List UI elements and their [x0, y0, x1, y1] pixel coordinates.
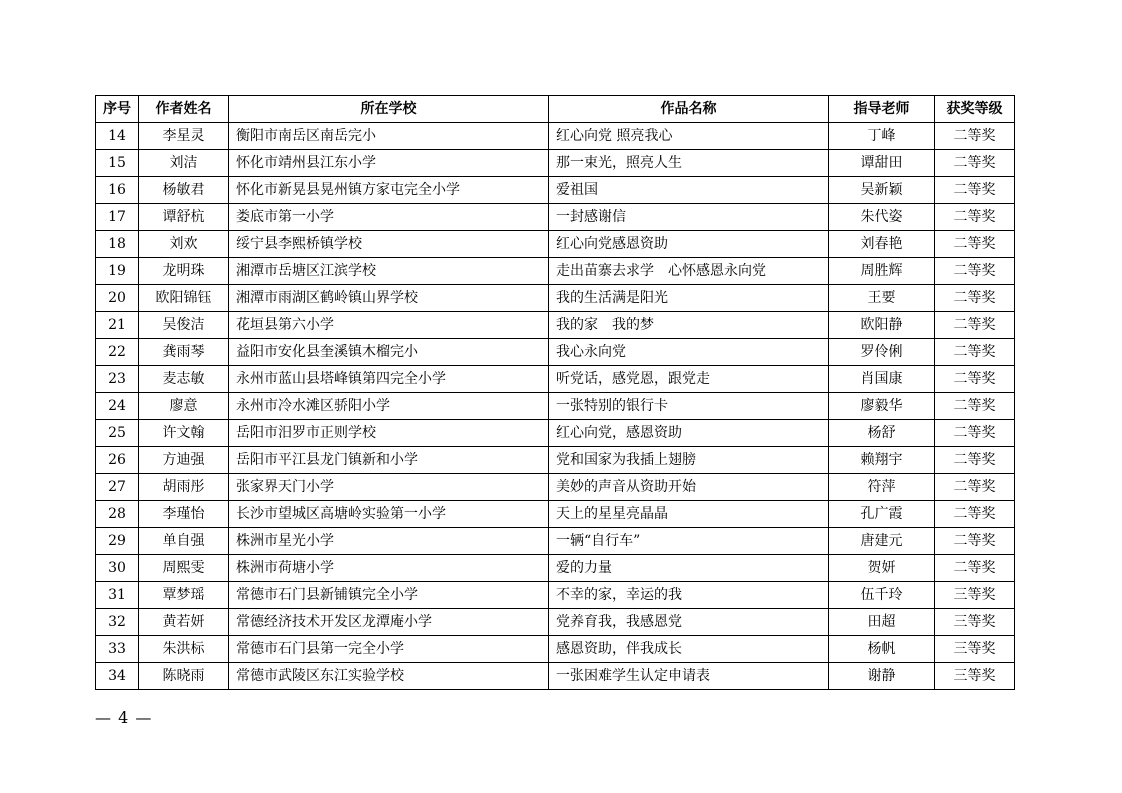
- cell-author: 龚雨琴: [139, 339, 229, 366]
- table-row: [96, 123, 1015, 150]
- cell-school: 株洲市荷塘小学: [229, 555, 549, 582]
- table-row: [96, 582, 1015, 609]
- cell-index: 28: [96, 501, 139, 528]
- table-row: [96, 150, 1015, 177]
- cell-index: 16: [96, 177, 139, 204]
- header-author: 作者姓名: [139, 96, 229, 123]
- cell-award: 二等奖: [935, 123, 1015, 150]
- cell-teacher: 伍千玲: [829, 582, 935, 609]
- cell-teacher: 孔广霞: [829, 501, 935, 528]
- table-row: [96, 231, 1015, 258]
- cell-award: 二等奖: [935, 177, 1015, 204]
- cell-author: 李瑾怡: [139, 501, 229, 528]
- cell-author: 陈晓雨: [139, 663, 229, 690]
- cell-award: 二等奖: [935, 312, 1015, 339]
- cell-author: 刘欢: [139, 231, 229, 258]
- cell-author: 胡雨彤: [139, 474, 229, 501]
- cell-author: 欧阳锦钰: [139, 285, 229, 312]
- cell-work: 那一束光，照亮人生: [549, 150, 829, 177]
- cell-school: 常德市石门县新铺镇完全小学: [229, 582, 549, 609]
- cell-author: 麦志敏: [139, 366, 229, 393]
- table-row: [96, 339, 1015, 366]
- cell-index: 26: [96, 447, 139, 474]
- cell-award: 二等奖: [935, 474, 1015, 501]
- cell-work: 一辆“自行车”: [549, 528, 829, 555]
- table-row: [96, 312, 1015, 339]
- cell-school: 湘潭市岳塘区江滨学校: [229, 258, 549, 285]
- table-row: [96, 204, 1015, 231]
- cell-school: 湘潭市雨湖区鹤岭镇山界学校: [229, 285, 549, 312]
- table-row: [96, 177, 1015, 204]
- cell-teacher: 周胜辉: [829, 258, 935, 285]
- cell-work: 红心向党感恩资助: [549, 231, 829, 258]
- cell-work: 党和国家为我插上翅膀: [549, 447, 829, 474]
- cell-work: 一封感谢信: [549, 204, 829, 231]
- cell-teacher: 王要: [829, 285, 935, 312]
- cell-school: 株洲市星光小学: [229, 528, 549, 555]
- cell-index: 31: [96, 582, 139, 609]
- table-row: [96, 420, 1015, 447]
- cell-school: 怀化市新晃县晃州镇方家屯完全小学: [229, 177, 549, 204]
- cell-author: 周熙雯: [139, 555, 229, 582]
- table-row: [96, 366, 1015, 393]
- cell-index: 19: [96, 258, 139, 285]
- cell-award: 二等奖: [935, 150, 1015, 177]
- cell-index: 14: [96, 123, 139, 150]
- cell-teacher: 刘春艳: [829, 231, 935, 258]
- cell-award: 二等奖: [935, 555, 1015, 582]
- table-row: [96, 501, 1015, 528]
- cell-award: 二等奖: [935, 501, 1015, 528]
- cell-award: 二等奖: [935, 420, 1015, 447]
- cell-award: 二等奖: [935, 231, 1015, 258]
- cell-teacher: 欧阳静: [829, 312, 935, 339]
- cell-author: 李星灵: [139, 123, 229, 150]
- cell-work: 党养育我，我感恩党: [549, 609, 829, 636]
- cell-index: 18: [96, 231, 139, 258]
- cell-teacher: 吴新颖: [829, 177, 935, 204]
- cell-teacher: 田超: [829, 609, 935, 636]
- cell-author: 杨敏君: [139, 177, 229, 204]
- cell-school: 常德市石门县第一完全小学: [229, 636, 549, 663]
- cell-teacher: 贺妍: [829, 555, 935, 582]
- cell-author: 单自强: [139, 528, 229, 555]
- header-school: 所在学校: [229, 96, 549, 123]
- header-row: [96, 96, 1015, 123]
- cell-author: 方迪强: [139, 447, 229, 474]
- cell-work: 红心向党 照亮我心: [549, 123, 829, 150]
- header-award: 获奖等级: [935, 96, 1015, 123]
- cell-award: 二等奖: [935, 258, 1015, 285]
- cell-award: 二等奖: [935, 285, 1015, 312]
- cell-teacher: 肖国康: [829, 366, 935, 393]
- cell-school: 岳阳市汨罗市正则学校: [229, 420, 549, 447]
- cell-author: 朱洪标: [139, 636, 229, 663]
- cell-index: 23: [96, 366, 139, 393]
- cell-school: 张家界天门小学: [229, 474, 549, 501]
- cell-index: 20: [96, 285, 139, 312]
- header-teacher: 指导老师: [829, 96, 935, 123]
- cell-work: 听党话，感党恩，跟党走: [549, 366, 829, 393]
- cell-index: 33: [96, 636, 139, 663]
- table-header: [96, 96, 1015, 123]
- cell-teacher: 杨舒: [829, 420, 935, 447]
- header-work: 作品名称: [549, 96, 829, 123]
- cell-school: 常德经济技术开发区龙潭庵小学: [229, 609, 549, 636]
- cell-index: 34: [96, 663, 139, 690]
- cell-index: 17: [96, 204, 139, 231]
- cell-award: 二等奖: [935, 393, 1015, 420]
- cell-teacher: 丁峰: [829, 123, 935, 150]
- cell-index: 25: [96, 420, 139, 447]
- table-row: [96, 609, 1015, 636]
- table-row: [96, 555, 1015, 582]
- cell-index: 32: [96, 609, 139, 636]
- cell-index: 24: [96, 393, 139, 420]
- cell-school: 长沙市望城区高塘岭实验第一小学: [229, 501, 549, 528]
- cell-index: 29: [96, 528, 139, 555]
- cell-work: 感恩资助，伴我成长: [549, 636, 829, 663]
- cell-teacher: 符萍: [829, 474, 935, 501]
- cell-teacher: 杨帆: [829, 636, 935, 663]
- cell-work: 我的生活满是阳光: [549, 285, 829, 312]
- cell-index: 22: [96, 339, 139, 366]
- table-row: [96, 447, 1015, 474]
- cell-work: 不幸的家，幸运的我: [549, 582, 829, 609]
- cell-teacher: 赖翔宇: [829, 447, 935, 474]
- cell-award: 三等奖: [935, 609, 1015, 636]
- table-row: [96, 258, 1015, 285]
- cell-work: 爱的力量: [549, 555, 829, 582]
- cell-school: 花垣县第六小学: [229, 312, 549, 339]
- cell-teacher: 谢静: [829, 663, 935, 690]
- cell-award: 二等奖: [935, 447, 1015, 474]
- cell-award: 二等奖: [935, 339, 1015, 366]
- award-list-table: [95, 95, 1015, 690]
- table-row: [96, 636, 1015, 663]
- cell-work: 天上的星星亮晶晶: [549, 501, 829, 528]
- cell-work: 我的家 我的梦: [549, 312, 829, 339]
- header-index: 序号: [96, 96, 139, 123]
- cell-award: 三等奖: [935, 582, 1015, 609]
- cell-school: 永州市蓝山县塔峰镇第四完全小学: [229, 366, 549, 393]
- cell-index: 27: [96, 474, 139, 501]
- table-row: [96, 393, 1015, 420]
- cell-index: 21: [96, 312, 139, 339]
- cell-author: 刘洁: [139, 150, 229, 177]
- cell-award: 三等奖: [935, 663, 1015, 690]
- cell-award: 二等奖: [935, 366, 1015, 393]
- cell-teacher: 谭甜田: [829, 150, 935, 177]
- cell-work: 爱祖国: [549, 177, 829, 204]
- cell-award: 二等奖: [935, 204, 1015, 231]
- cell-work: 一张特别的银行卡: [549, 393, 829, 420]
- cell-work: 我心永向党: [549, 339, 829, 366]
- cell-index: 30: [96, 555, 139, 582]
- cell-teacher: 唐建元: [829, 528, 935, 555]
- cell-author: 谭舒杭: [139, 204, 229, 231]
- cell-author: 吴俊洁: [139, 312, 229, 339]
- table-body: [96, 123, 1015, 690]
- cell-school: 常德市武陵区东江实验学校: [229, 663, 549, 690]
- cell-teacher: 廖毅华: [829, 393, 935, 420]
- table-row: [96, 474, 1015, 501]
- table-row: [96, 663, 1015, 690]
- cell-teacher: 朱代姿: [829, 204, 935, 231]
- cell-teacher: 罗伶俐: [829, 339, 935, 366]
- cell-index: 15: [96, 150, 139, 177]
- table-row: [96, 528, 1015, 555]
- cell-school: 衡阳市南岳区南岳完小: [229, 123, 549, 150]
- cell-author: 廖意: [139, 393, 229, 420]
- page-number: — 4 —: [95, 708, 153, 727]
- cell-author: 许文翰: [139, 420, 229, 447]
- cell-award: 三等奖: [935, 636, 1015, 663]
- cell-school: 永州市冷水滩区骄阳小学: [229, 393, 549, 420]
- cell-school: 岳阳市平江县龙门镇新和小学: [229, 447, 549, 474]
- cell-school: 益阳市安化县奎溪镇木榴完小: [229, 339, 549, 366]
- cell-work: 一张困难学生认定申请表: [549, 663, 829, 690]
- cell-work: 美妙的声音从资助开始: [549, 474, 829, 501]
- cell-award: 二等奖: [935, 528, 1015, 555]
- cell-work: 走出苗寨去求学 心怀感恩永向党: [549, 258, 829, 285]
- cell-school: 怀化市靖州县江东小学: [229, 150, 549, 177]
- cell-school: 娄底市第一小学: [229, 204, 549, 231]
- cell-author: 覃梦瑶: [139, 582, 229, 609]
- cell-author: 龙明珠: [139, 258, 229, 285]
- cell-school: 绥宁县李熙桥镇学校: [229, 231, 549, 258]
- cell-author: 黄若妍: [139, 609, 229, 636]
- table-row: [96, 285, 1015, 312]
- cell-work: 红心向党，感恩资助: [549, 420, 829, 447]
